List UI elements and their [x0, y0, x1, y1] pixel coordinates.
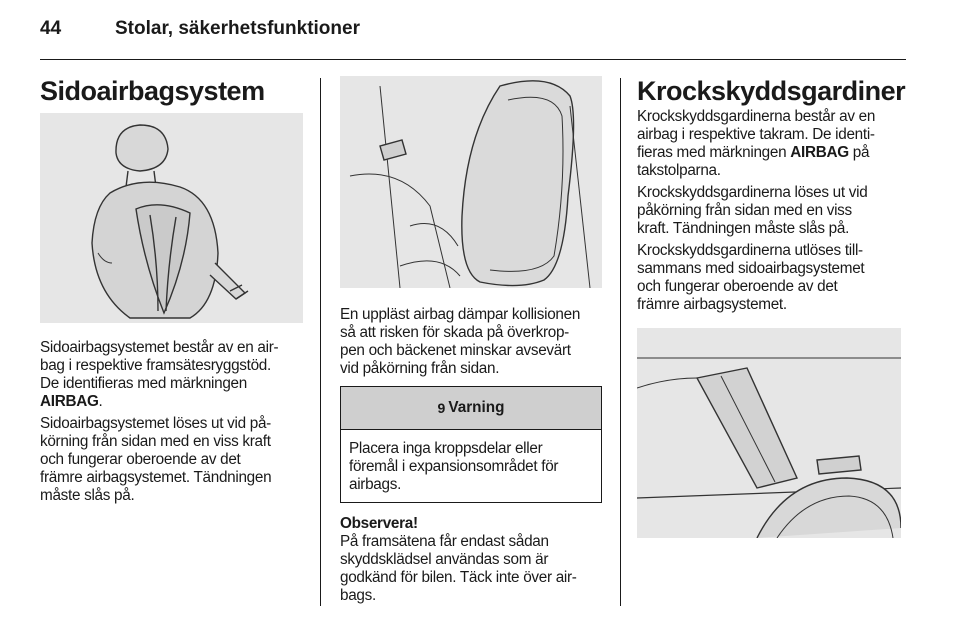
- page-number: 44: [40, 18, 62, 39]
- curtain-para3-l1: Krockskyddsgardinerna utlöses till-: [637, 242, 863, 259]
- curtain-para1-l3: fieras med märkningen AIRBAG på: [637, 144, 870, 161]
- airbag-label: AIRBAG: [40, 393, 99, 410]
- warning-icon: 9: [437, 400, 446, 416]
- curtain-para2-l3: kraft. Tändningen måste slås på.: [637, 220, 850, 237]
- warning-title: Varning: [448, 399, 505, 416]
- curtain-para3-l4: främre airbagsystemet.: [637, 296, 787, 313]
- inflated-para-l1: En uppläst airbag dämpar kollisionen: [340, 306, 581, 323]
- column-side-airbag: [40, 76, 303, 505]
- side-airbag-para2-l5: måste slås på.: [40, 487, 135, 504]
- inflated-para-l2: så att risken för skada på överkrop-: [340, 324, 569, 341]
- inflated-airbag-illustration: [340, 76, 602, 288]
- side-airbag-para1-l2: bag i respektive framsätesryggstöd.: [40, 357, 271, 374]
- note-l4: bags.: [340, 587, 376, 604]
- column-curtain-airbag: [637, 76, 907, 538]
- curtain-airbag-heading: Krockskyddsgardiner: [637, 76, 906, 106]
- side-airbag-para2-l3: och fungerar oberoende av det: [40, 451, 241, 468]
- side-airbag-para1-l1: Sidoairbagsystemet består av en air-: [40, 339, 279, 356]
- column-divider-1: [320, 78, 321, 606]
- inflated-para-l4: vid påkörning från sidan.: [340, 360, 500, 377]
- warning-header: [341, 387, 601, 430]
- side-airbag-para2-l2: körning från sidan med en viss kraft: [40, 433, 271, 450]
- period: .: [98, 393, 103, 410]
- warning-l1: Placera inga kroppsdelar eller: [349, 440, 543, 457]
- warning-box: [340, 386, 602, 503]
- header-rule: [40, 59, 906, 60]
- side-airbag-para1-l3: De identifieras med märkningen: [40, 375, 247, 392]
- side-airbag-para1-l4: [40, 393, 303, 411]
- curtain-para1-l2: airbag i respektive takram. De identi-: [637, 126, 875, 143]
- curtain-para1-l4: takstolparna.: [637, 162, 721, 179]
- curtain-para1-l1: Krockskyddsgardinerna består av en: [637, 108, 876, 125]
- column-inflated-airbag: [340, 76, 602, 605]
- note-l2: skyddsklädsel användas som är: [340, 551, 549, 568]
- side-airbag-para2-l1: Sidoairbagsystemet löses ut vid på-: [40, 415, 271, 432]
- warning-l2: föremål i expansionsområdet för: [349, 458, 559, 475]
- note-l1: På framsätena får endast sådan: [340, 533, 549, 550]
- inflated-para-l3: pen och bäckenet minskar avsevärt: [340, 342, 571, 359]
- curtain-airbag-illustration: [637, 328, 901, 538]
- column-divider-2: [620, 78, 621, 606]
- side-airbag-para2-l4: främre airbagsystemet. Tändningen: [40, 469, 272, 486]
- curtain-para2-l2: påkörning från sidan med en viss: [637, 202, 852, 219]
- side-airbag-heading: Sidoairbagsystem: [40, 76, 265, 106]
- curtain-para3-l2: sammans med sidoairbagsystemet: [637, 260, 865, 277]
- chapter-title: Stolar, säkerhetsfunktioner: [115, 18, 360, 39]
- curtain-para3-l3: och fungerar oberoende av det: [637, 278, 838, 295]
- warning-body: [341, 430, 601, 502]
- note-title: Observera!: [340, 515, 418, 532]
- note-l3: godkänd för bilen. Täck inte över air-: [340, 569, 577, 586]
- airbag-label-2: AIRBAG: [790, 144, 849, 161]
- curtain-para2-l1: Krockskyddsgardinerna löses ut vid: [637, 184, 868, 201]
- warning-l3: airbags.: [349, 476, 402, 493]
- seat-illustration: [40, 113, 303, 323]
